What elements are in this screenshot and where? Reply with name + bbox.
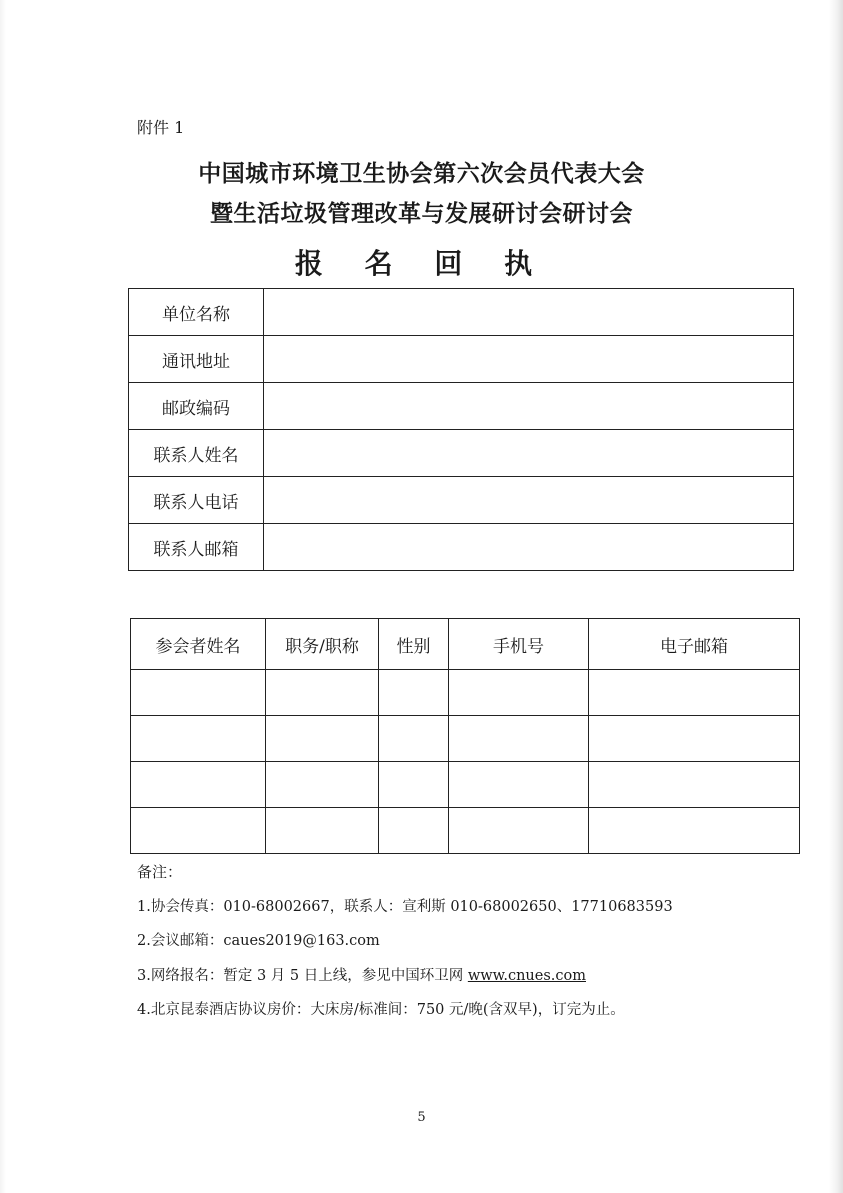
info-row-address (129, 336, 794, 383)
table-row (131, 808, 800, 854)
info-value-field[interactable] (264, 289, 794, 336)
header-gender: 性别 (379, 619, 449, 670)
cell-position-title[interactable] (266, 670, 379, 716)
info-label: 单位名称 (129, 289, 264, 336)
note-item-online-registration (137, 959, 673, 994)
header-mobile: 手机号 (449, 619, 589, 670)
info-value-field[interactable] (264, 477, 794, 524)
header-email: 电子邮箱 (589, 619, 800, 670)
note-item-email: 2.会议邮箱：caues2019@163.com (137, 933, 380, 949)
cell-mobile[interactable] (449, 762, 589, 808)
cell-mobile[interactable] (449, 808, 589, 854)
document-title-registration-receipt: 报 名 回 执 (294, 247, 549, 280)
cell-attendee-name[interactable] (131, 716, 266, 762)
cell-gender[interactable] (379, 670, 449, 716)
cell-position-title[interactable] (266, 762, 379, 808)
cell-mobile[interactable] (449, 670, 589, 716)
cell-email[interactable] (589, 808, 800, 854)
cell-mobile[interactable] (449, 716, 589, 762)
header-position-title: 职务/职称 (266, 619, 379, 670)
attendee-table-header (131, 619, 800, 670)
info-label: 邮政编码 (129, 383, 264, 430)
organization-info-table (128, 288, 794, 571)
info-label: 联系人邮箱 (129, 524, 264, 571)
info-value-field[interactable] (264, 336, 794, 383)
table-row (131, 762, 800, 808)
info-row-contact-email (129, 524, 794, 571)
attachment-label: 附件 1 (137, 118, 185, 137)
cell-email[interactable] (589, 670, 800, 716)
table-row (131, 716, 800, 762)
info-row-postcode (129, 383, 794, 430)
note-item-online-registration-text: 3.网络报名：暂定 3 月 5 日上线，参见中国环卫网 (137, 967, 468, 984)
table-row (131, 670, 800, 716)
info-label: 联系人电话 (129, 477, 264, 524)
website-link[interactable]: www.cnues.com (467, 967, 586, 984)
cell-attendee-name[interactable] (131, 808, 266, 854)
cell-attendee-name[interactable] (131, 670, 266, 716)
cell-position-title[interactable] (266, 808, 379, 854)
info-value-field[interactable] (264, 524, 794, 571)
cell-gender[interactable] (379, 808, 449, 854)
note-item-fax-contact: 1.协会传真：010-68002667，联系人：宣利斯 010-68002650、17710683593 (137, 898, 673, 915)
attendee-table (130, 618, 800, 854)
info-label: 通讯地址 (129, 336, 264, 383)
cell-attendee-name[interactable] (131, 762, 266, 808)
cell-gender[interactable] (379, 716, 449, 762)
notes-title: 备注： (137, 863, 183, 881)
info-label: 联系人姓名 (129, 430, 264, 477)
header-attendee-name: 参会者姓名 (131, 619, 266, 670)
info-row-unit-name (129, 289, 794, 336)
info-row-contact-name (129, 430, 794, 477)
document-title-line1: 中国城市环境卫生协会第六次会员代表大会 (198, 161, 645, 187)
info-row-contact-phone (129, 477, 794, 524)
info-value-field[interactable] (264, 430, 794, 477)
cell-gender[interactable] (379, 762, 449, 808)
notes-section (137, 855, 673, 1028)
cell-position-title[interactable] (266, 716, 379, 762)
document-title-line2: 暨生活垃圾管理改革与发展研讨会研讨会 (210, 201, 633, 227)
page-number: 5 (417, 1110, 426, 1125)
note-item-hotel-price: 4.北京昆泰酒店协议房价：大床房/标准间：750 元/晚(含双早)，订完为止。 (137, 1002, 625, 1018)
cell-email[interactable] (589, 762, 800, 808)
info-value-field[interactable] (264, 383, 794, 430)
cell-email[interactable] (589, 716, 800, 762)
